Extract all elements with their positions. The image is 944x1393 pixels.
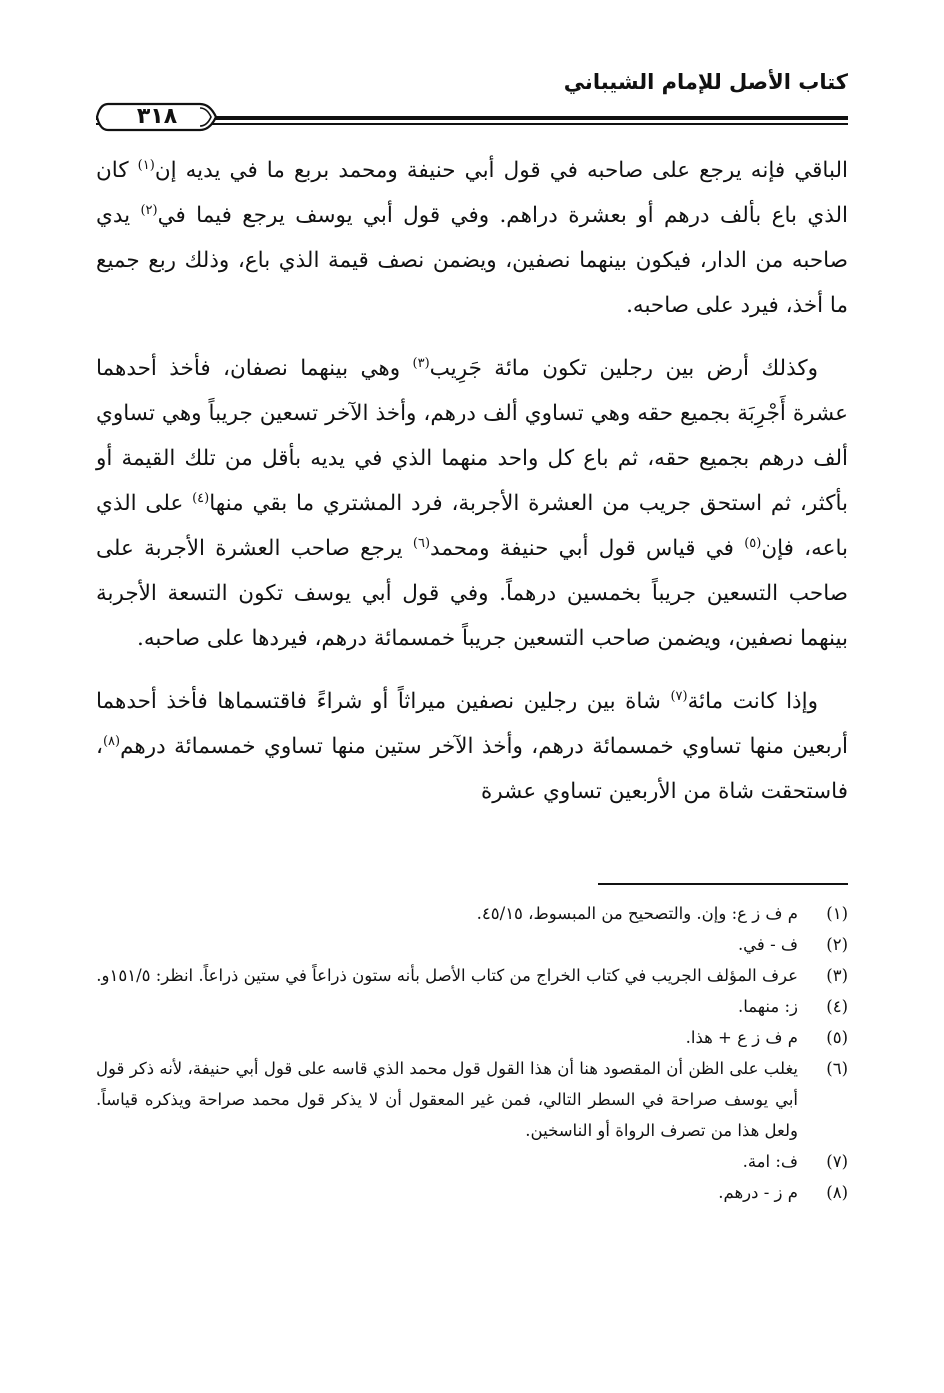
main-text	[96, 148, 848, 814]
footnote-number: (٤)	[826, 997, 848, 1016]
footnote-ref: (٧)	[670, 688, 688, 704]
footnote	[96, 1022, 848, 1053]
footnote-text: ف - في.	[737, 935, 798, 954]
footnote-text: م ف ز ع + هذا.	[685, 1028, 798, 1047]
footnote-number: (٢)	[826, 935, 848, 954]
footnote	[96, 929, 848, 960]
footnote-ref: (٢)	[140, 202, 158, 218]
text-run: شاة بين رجلين نصفين ميراثاً أو شراءً فاقتسماها فأخذ أحدهما أربعين منها تساوي خمسمائة درهم، وأخذ الآخر ستين منها تساوي خمسمائة درهم	[96, 689, 848, 759]
text-run: الباقي فإنه يرجع على صاحبه في قول أبي حنيفة ومحمد بربع ما في يديه إن	[154, 158, 848, 183]
book-title: كتاب الأصل للإمام الشيباني	[563, 70, 848, 94]
text-run: يرجع صاحب العشرة الأجربة على صاحب التسعين جريباً بخمسين درهماً. وفي قول أبي يوسف تكون التسعة الأجربة بينهما نصفين، ويضمن صاحب التسعين جريباً خمسمائة درهم، فيردها على صاحبه.	[96, 536, 848, 651]
footnote	[96, 1146, 848, 1177]
footnote-number: (٨)	[826, 1183, 848, 1202]
footnote-text: يغلب على الظن أن المقصود هنا أن هذا القول قول محمد الذي قاسه على قول أبي حنيفة، لأنه ذكر قول أبي يوسف صراحة في السطر التالي، فمن غير المعقول أن لا يذكر قول محمد صراحة ويذكره قياساً. ولعل هذا من تصرف الرواة أو الناسخين.	[96, 1059, 798, 1140]
footnote-text: عرف المؤلف الجريب في كتاب الخراج من كتاب الأصل بأنه ستون ذراعاً في ستين ذراعاً. انظر: ١٥١/٥و.	[96, 966, 798, 985]
paragraph	[96, 346, 848, 661]
text-run: ، فاستحقت شاة من الأربعين تساوي عشرة	[96, 734, 848, 804]
footnote-text: م ز - درهم.	[718, 1183, 798, 1202]
footnote-number: (٦)	[826, 1059, 848, 1078]
footnote-separator	[598, 883, 848, 885]
text-run: وكذلك أرض بين رجلين تكون مائة جَرِيب	[429, 356, 818, 381]
footnote-text: ز: منهما.	[737, 997, 798, 1016]
page-number-badge	[96, 102, 218, 132]
footnote-text: م ف ز ع: وإن. والتصحيح من المبسوط، ٤٥/١٥.	[476, 904, 798, 923]
footnote-ref: (٥)	[744, 535, 762, 551]
footnote-number: (٧)	[826, 1152, 848, 1171]
text-run: وهي بينهما نصفان، فأخذ أحدهما عشرة أَجْرِبَة بجميع حقه وهي تساوي ألف درهم، وأخذ الآخر تسعين جريباً وهي تساوي ألف درهم بجميع حقه، ثم باع كل واحد منهما الذي في يديه بأقل من تلك القيمة أو بأكثر، ثم استحق جريب من العشرة الأجربة، فرد المشتري ما بقي منها	[96, 356, 848, 516]
text-run: يدي صاحبه من الدار، فيكون بينهما نصفين، ويضمن نصف قيمة الذي باع، وذلك ربع جميع ما أخذ، فيرد على صاحبه.	[96, 203, 848, 318]
paragraph	[96, 679, 848, 814]
footnote-ref: (٨)	[102, 733, 121, 749]
footnote-text: ف: امة.	[742, 1152, 798, 1171]
text-run: وإذا كانت مائة	[687, 689, 818, 714]
footnote-number: (١)	[826, 904, 848, 923]
footnote-number: (٣)	[826, 966, 848, 985]
page-header	[96, 62, 848, 132]
paragraph	[96, 148, 848, 328]
footnote	[96, 898, 848, 929]
footnote-ref: (٦)	[412, 535, 431, 551]
footnote-number: (٥)	[826, 1028, 848, 1047]
footnote-ref: (٣)	[412, 355, 430, 371]
text-run: كان الذي باع بألف درهم أو بعشرة دراهم. وفي قول أبي يوسف يرجع فيما في	[96, 158, 848, 228]
footnote	[96, 991, 848, 1022]
text-run: في قياس قول أبي حنيفة ومحمد	[430, 536, 745, 561]
footnote-ref: (١)	[137, 157, 155, 173]
footnotes	[96, 898, 848, 1208]
footnote	[96, 1177, 848, 1208]
text-run: على الذي باعه، فإن	[96, 491, 848, 561]
footnote	[96, 1053, 848, 1146]
footnote-ref: (٤)	[192, 490, 210, 506]
page-number: ٣١٨	[136, 104, 178, 129]
footnote	[96, 960, 848, 991]
